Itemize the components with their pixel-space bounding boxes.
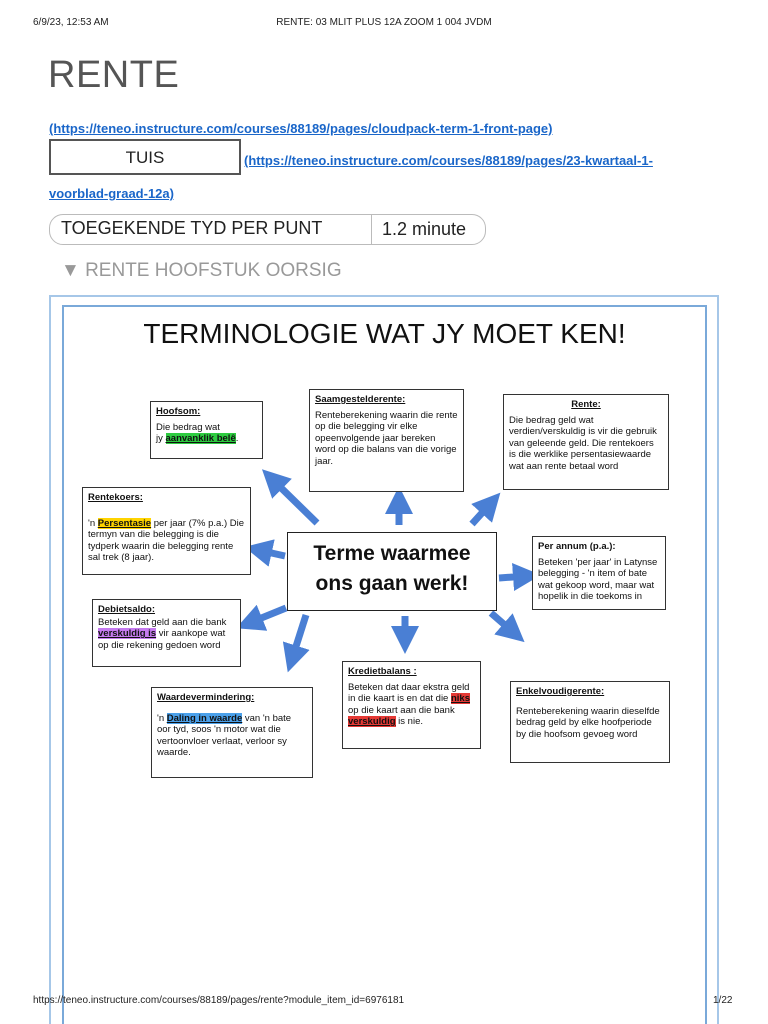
term-box-enkelvoudigerente [510,681,670,763]
center-line-2: ons gaan werk! [315,572,469,595]
term-box-kredietbalans: Kredietbalans : Beteken dat daar ekstra geld in die kaart is en dat die niks op die kaart aan die bank verskuldig is nie. [342,661,481,749]
center-line-1: Terme waarmee [313,542,471,565]
arrow-debietsaldo [249,608,286,623]
term-heading: Per annum (p.a.): [538,541,616,552]
term-box-rentekoers: Rentekoers: 'n Persentasie per jaar (7% p.a.) Die termyn van die belegging is die tydperk waarin die belegging rente sal trek (8 jaar). [82,487,251,575]
term-heading: Enkelvoudigerente: [516,686,605,697]
term-box-hoofsom: Hoofsom: Die bedrag wat jy aanvanklik belê. [150,401,263,459]
arrow-enkelvoudig [491,613,514,633]
print-url: https://teneo.instructure.com/courses/88189/pages/rente?module_item_id=6976181 [33,995,405,1006]
arrow-per-annum [499,576,527,578]
front-page-link[interactable]: (https://teneo.instructure.com/courses/88189/pages/cloudpack-term-1-front-page) [49,121,553,136]
arrow-rente [472,503,491,524]
print-page-count: 1/22 [713,995,733,1006]
term-box-debietsaldo: Debietsaldo: Beteken dat geld aan die bank verskuldig is vir aankope wat op die rekening gedoen word [92,599,241,667]
term-box-per-annum [532,536,666,610]
term-heading: Debietsaldo: [98,604,156,615]
tuis-button[interactable]: TUIS [49,139,241,175]
page-title: RENTE [48,54,180,96]
term-box-rente [503,394,669,490]
term-text: Renteberekening waarin die rente op die belegging vir elke opeenvolgende jaar bereken word op die balans van die vorige jaar. [315,409,458,467]
term-box-saamgestelderente [309,389,464,492]
center-terms-box [287,532,497,611]
term-heading: Rente: [571,399,601,410]
term-text: Die bedrag geld wat verdien/verskuldig is vir die gebruik van geleende geld. Die rentekoers is die werklike persentasiewaarde wat aan rente betaal word [509,414,657,472]
term-heading: Hoofsom: [156,406,201,417]
term-heading: Kredietbalans : [348,666,417,677]
term-heading: Rentekoers: [88,492,143,503]
time-value: 1.2 minute [382,219,467,239]
kwartaal-link[interactable]: (https://teneo.instructure.com/courses/88189/pages/23-kwartaal-1- [244,153,653,168]
term-text: Beteken 'per jaar' in Latynse belegging - 'n item of bate wat gekoop word, maar wat hopelik in die toekoms in [538,556,658,602]
term-box-waardevermindering: Waardevermindering: 'n Daling in waarde van 'n bate oor tyd, soos 'n motor wat die vertoonvloer verlaat, verloor sy waarde. [151,687,313,778]
arrow-waardevermindering [292,615,306,659]
arrow-rentekoers [258,550,285,556]
diagram-title: TERMINOLOGIE WAT JY MOET KEN! [143,318,626,349]
section-toggle[interactable]: ▼ RENTE HOOFSTUK OORSIG [61,260,342,281]
term-heading: Saamgestelderente: [315,394,406,405]
term-heading: Waardevermindering: [157,692,255,703]
term-text: Renteberekening waarin dieselfde bedrag geld by elke hoofperiode by die hoofsom gevoeg word [516,705,660,740]
print-doc-title: RENTE: 03 MLIT PLUS 12A ZOOM 1 004 JVDM [276,17,492,28]
time-label: TOEGEKENDE TYD PER PUNT [50,214,372,245]
print-timestamp: 6/9/23, 12:53 AM [33,17,109,28]
kwartaal-link-cont[interactable]: voorblad-graad-12a) [49,186,174,201]
